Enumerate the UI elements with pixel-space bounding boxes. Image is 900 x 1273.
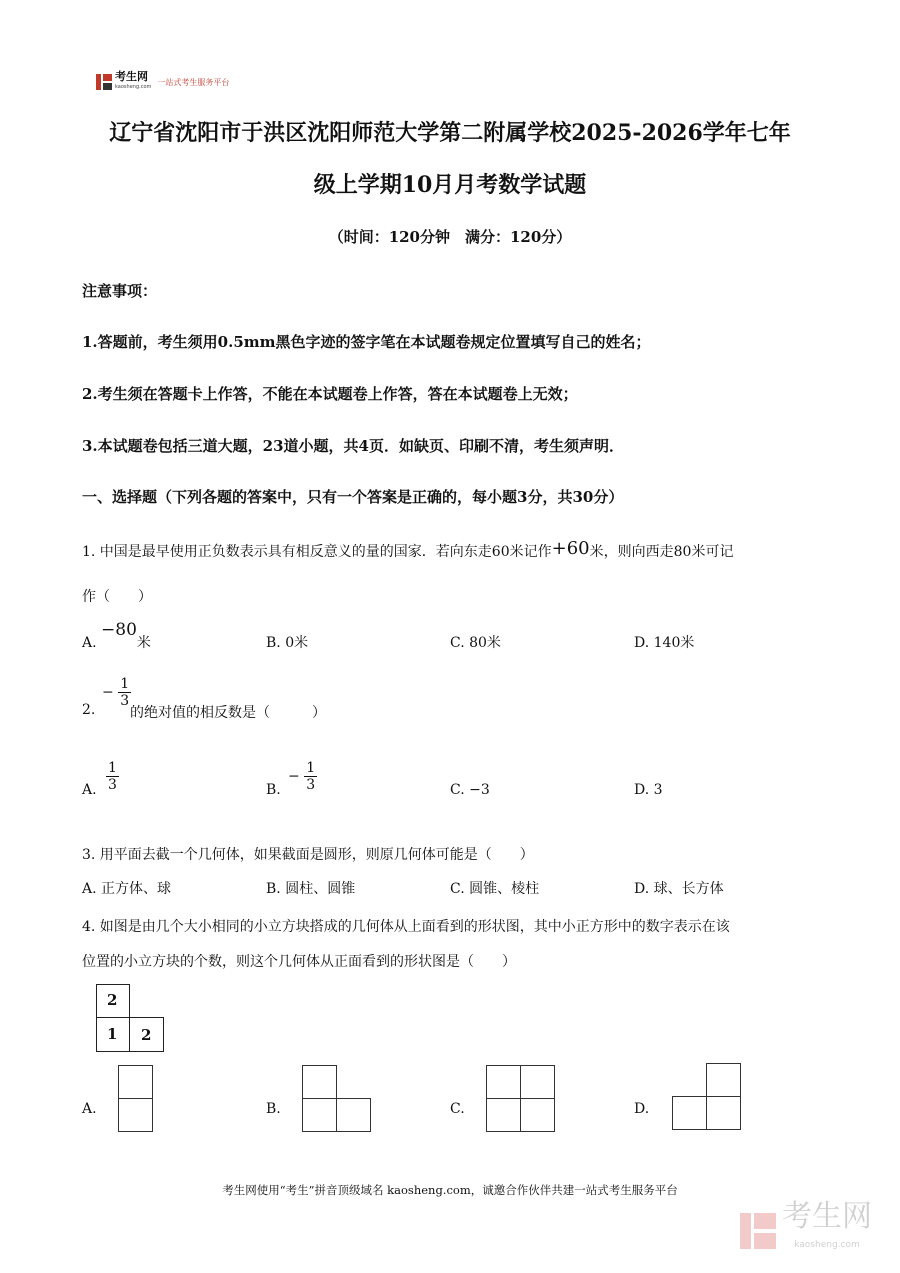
q1-text-b: 米，则向西走80米可记 [589, 544, 734, 560]
q2-a-den: 3 [108, 777, 117, 793]
figure-cell [486, 1098, 521, 1132]
question-2-expression [102, 676, 131, 709]
q2-number: 2. [82, 702, 96, 718]
q2-option-c: C. −3 [450, 782, 490, 798]
q1-option-a-unit: 米 [136, 635, 151, 651]
figure-cell [520, 1098, 555, 1132]
notes-heading: 注意事项： [82, 282, 158, 300]
q4-option-d-label: D. [634, 1101, 650, 1117]
q1-option-c: C. 80米 [450, 635, 501, 651]
figure-cell [520, 1065, 555, 1099]
note-item-2: 2.考生须在答题卡上作答，不能在本试题卷上作答，答在本试题卷上无效； [82, 385, 578, 403]
q1-option-b: B. 0米 [266, 635, 309, 651]
question-4-line-2: 位置的小立方块的个数，则这个几何体从正面看到的形状图是（ ） [82, 954, 516, 970]
q4-top-view-grid [96, 984, 164, 1052]
figure-cell [672, 1096, 707, 1130]
q1-option-d: D. 140米 [634, 635, 695, 651]
figure-cell [706, 1063, 741, 1097]
q4-option-b-label: B. [266, 1101, 281, 1117]
title-line-2: 级上学期10月月考数学试题 [313, 172, 587, 198]
question-4-line-1: 4. 如图是由几个大小相同的小立方块搭成的几何体从上面看到的形状图，其中小正方形中的数字表示在该 [82, 919, 730, 935]
figure-cell [302, 1065, 337, 1099]
q1-option-a-label: A. [82, 635, 97, 651]
brand-name: 考生网 [115, 70, 148, 83]
watermark-domain: kaosheng.com [794, 1240, 860, 1250]
grid-number: 2 [141, 1026, 152, 1044]
q1-value: +60 [551, 538, 590, 559]
q4-option-a-label: A. [82, 1101, 97, 1117]
title-line-1: 辽宁省沈阳市于洪区沈阳师范大学第二附属学校2025-2026学年七年 [109, 120, 791, 146]
q1-text-a: 1. 中国是最早使用正负数表示具有相反意义的量的国家．若向东走60米记作 [82, 544, 552, 560]
q3-option-d: D. 球、长方体 [634, 881, 724, 897]
q2-option-b-label: B. [266, 782, 281, 798]
section-1-heading: 一、选择题（下列各题的答案中，只有一个答案是正确的，每小题3分，共30分） [82, 488, 624, 506]
q2-b-den: 3 [306, 777, 316, 793]
grid-number: 2 [107, 991, 118, 1009]
q2-minus: − [102, 684, 114, 701]
grid-number: 1 [107, 1025, 118, 1043]
page-footer: 考生网使用“考生”拼音顶级域名 kaosheng.com，诚邀合作伙伴共建一站式考生服务平台 [222, 1183, 678, 1197]
q2-b-minus: − [288, 768, 300, 785]
watermark-brand: 考生网 [782, 1199, 872, 1234]
q1-option-a-value: −80 [101, 620, 137, 640]
q2-option-a-fraction [106, 760, 119, 793]
watermark-logo-icon [740, 1213, 776, 1249]
figure-cell [118, 1065, 153, 1099]
brand-logo-icon [96, 74, 112, 90]
brand-domain: kaosheng.com [115, 84, 152, 90]
q2-a-num: 1 [108, 760, 117, 776]
q2-frac-den: 3 [120, 693, 130, 709]
q1-text-c: 作（ ） [82, 589, 152, 605]
exam-meta: （时间：120分钟 满分：120分） [328, 228, 572, 246]
q2-option-b-fraction [288, 760, 317, 793]
q3-option-b: B. 圆柱、圆锥 [266, 881, 356, 897]
figure-cell [486, 1065, 521, 1099]
q2-b-num: 1 [306, 760, 316, 776]
header-logo [96, 72, 229, 92]
figure-cell [302, 1098, 337, 1132]
question-3: 3. 用平面去截一个几何体，如果截面是圆形，则原几何体可能是（ ） [82, 847, 534, 863]
note-item-3: 3.本试题卷包括三道大题，23道小题，共4页．如缺页、印刷不清，考生须声明． [82, 437, 624, 455]
q4-option-c-label: C. [450, 1101, 465, 1117]
q3-option-a: A. 正方体、球 [82, 881, 172, 897]
figure-cell [706, 1096, 741, 1130]
q2-option-a-label: A. [82, 782, 97, 798]
watermark [740, 1199, 872, 1259]
q2-option-d: D. 3 [634, 782, 663, 798]
brand-slogan: 一站式考生服务平台 [157, 77, 230, 87]
q1-option-a [82, 620, 151, 652]
figure-cell [336, 1098, 371, 1132]
figure-cell [118, 1098, 153, 1132]
q2-text: 的绝对值的相反数是（ ） [130, 705, 326, 721]
q3-option-c: C. 圆锥、棱柱 [450, 881, 540, 897]
question-1 [82, 538, 733, 561]
note-item-1: 1.答题前，考生须用0.5mm黑色字迹的签字笔在本试题卷规定位置填写自己的姓名； [82, 333, 651, 351]
q2-frac-num: 1 [120, 676, 130, 692]
